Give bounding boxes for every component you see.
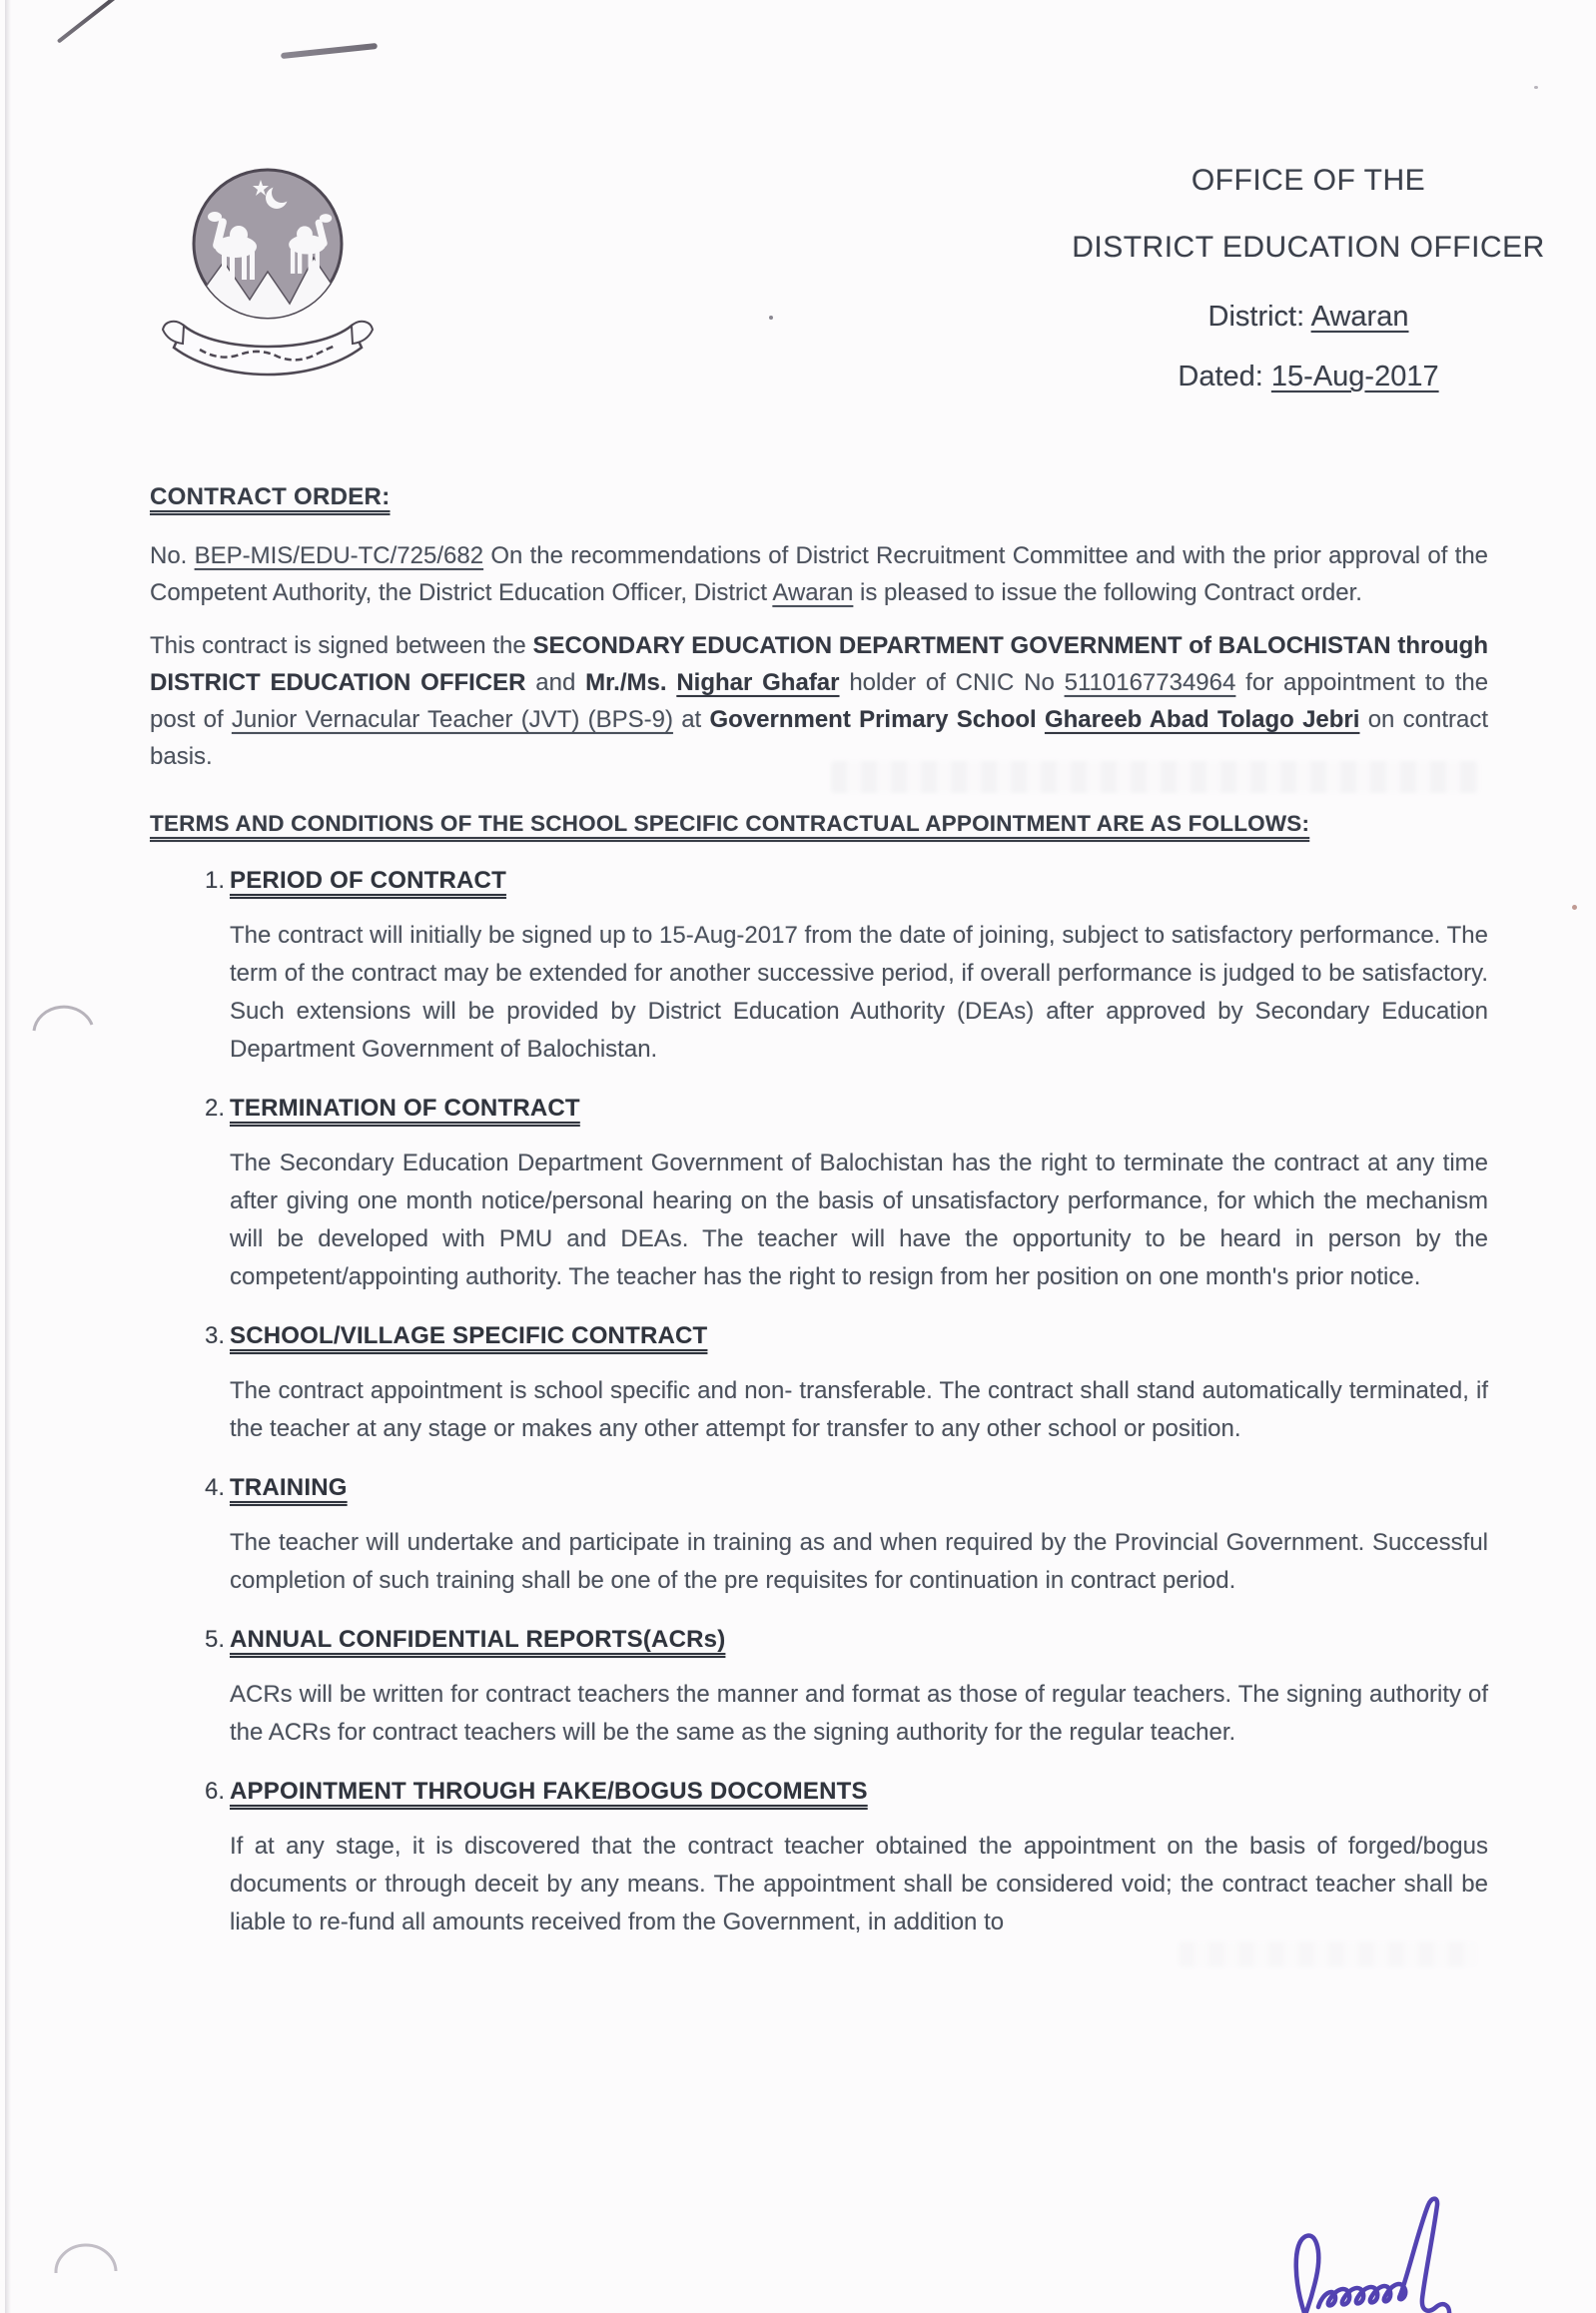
school-name: Ghareeb Abad Tolago Jebri <box>1044 706 1360 733</box>
term-body: If at any stage, it is discovered that the contract teacher obtained the appointment on the basis of forged/bogus documents or through deceit by any means. The appointment shall be considered void; the contract teacher shall be liable to re-fund all amounts received from the Government, in addition to <box>230 1833 1488 1935</box>
term-number: 5. <box>205 1626 226 1653</box>
term-body: ACRs will be written for contract teachers the manner and format as those of regular teachers. The signing authority of the ACRs for contract teachers will be the same as the signing authority for the regular teacher. <box>230 1681 1488 1746</box>
ref-lead: No. <box>150 542 188 569</box>
balochistan-emblem-logo <box>156 146 386 403</box>
term-number: 3. <box>205 1322 226 1349</box>
punch-hole-mark <box>52 2235 122 2281</box>
scan-speck <box>1534 86 1538 89</box>
punch-hole-mark <box>30 991 100 1037</box>
handwritten-signature-icon <box>1216 2183 1516 2313</box>
term-item <box>150 1626 1488 1752</box>
dated-label: Dated: <box>1178 361 1263 392</box>
paragraph-text: and <box>535 669 576 696</box>
term-number: 4. <box>205 1474 226 1501</box>
term-number: 2. <box>205 1095 226 1122</box>
appointment-paragraph <box>150 627 1488 775</box>
staple-mark <box>281 43 378 59</box>
office-title: DISTRICT EDUCATION OFFICER <box>1072 231 1545 264</box>
ink-bleed-ghost <box>1179 1941 1478 1967</box>
scan-edge-shadow <box>5 0 11 2313</box>
paragraph-text: holder of CNIC No <box>849 669 1055 696</box>
term-body: The Secondary Education Department Government of Balochistan has the right to terminate the contract at any time after giving one month notice/personal hearing on the basis of unsatisfactory performance, for which the mechanism will be developed with PMU and DEAs. The teacher will have the opportunity to be heard in person by the competent/appointing authority. The teacher has the right to resign from her position on one month's prior notice. <box>230 1150 1488 1290</box>
letterhead <box>1029 164 1588 393</box>
term-body: The contract will initially be signed up to 15-Aug-2017 from the date of joining, subject to satisfactory performance. The term of the contract may be extended for another successive period, if overall performance is judged to be satisfactory. Such extensions will be provided by District Education Authority (DEAs) after approved by Secondary Education Department Government of Balochistan. <box>230 922 1488 1063</box>
term-body: The teacher will undertake and participate in training as and when required by the Provincial Government. Successful completion of such training shall be one of the pre requisites for continuation in contract period. <box>230 1529 1488 1594</box>
contract-order-paragraph <box>150 537 1488 611</box>
contract-order-heading: CONTRACT ORDER: <box>150 483 391 510</box>
term-title: PERIOD OF CONTRACT <box>230 867 506 894</box>
term-title: SCHOOL/VILLAGE SPECIFIC CONTRACT <box>230 1322 708 1349</box>
cnic-number: 5110167734964 <box>1064 669 1236 696</box>
department-name: SECONDARY EDUCATION DEPARTMENT GOVERNMENT of BALOCHISTAN through DISTRICT EDUCATION OFFICER <box>150 632 1488 696</box>
paragraph-text: is pleased to issue the following Contract order. <box>860 579 1362 606</box>
scan-speck <box>769 316 773 320</box>
term-item <box>150 1474 1488 1600</box>
term-title: APPOINTMENT THROUGH FAKE/BOGUS DOCOMENTS <box>230 1778 868 1805</box>
office-line: OFFICE OF THE <box>1191 164 1426 197</box>
paragraph-text: at <box>681 706 702 733</box>
term-item <box>150 1778 1488 1941</box>
paragraph-text: This contract is signed between the <box>150 632 526 659</box>
paragraph-text: for appointment to the post of <box>150 669 1489 733</box>
post-title: Junior Vernacular Teacher (JVT) (BPS-9) <box>231 706 673 733</box>
paragraph-text: On the recommendations of District Recruitment Committee and with the prior approval of the Competent Authority, the District Education Officer, District <box>150 542 1489 606</box>
staple-mark <box>57 0 145 44</box>
district-line <box>1029 301 1588 334</box>
terms-heading: TERMS AND CONDITIONS OF THE SCHOOL SPECIFIC CONTRACTUAL APPOINTMENT ARE AS FOLLOWS: <box>150 811 1310 836</box>
term-item <box>150 867 1488 1069</box>
balochistan-emblem-icon <box>156 146 386 403</box>
dated-line <box>1029 361 1588 393</box>
term-number: 6. <box>205 1778 226 1805</box>
district-label: District: <box>1207 301 1305 333</box>
signature-block <box>1216 2183 1516 2313</box>
reference-number: BEP-MIS/EDU-TC/725/682 <box>194 542 484 569</box>
term-title: TRAINING <box>230 1474 348 1501</box>
school-type: Government Primary School <box>709 706 1037 733</box>
document-body <box>150 469 1488 1941</box>
district-value: Awaran <box>1310 301 1409 333</box>
teacher-name: Nighar Ghafar <box>676 669 840 696</box>
term-number: 1. <box>205 867 226 894</box>
term-item <box>150 1095 1488 1296</box>
scan-speck <box>1572 905 1577 910</box>
paragraph-text: on contract basis. <box>150 706 1489 770</box>
dated-value: 15-Aug-2017 <box>1270 361 1439 392</box>
salutation: Mr./Ms. <box>585 669 667 696</box>
term-title: TERMINATION OF CONTRACT <box>230 1095 580 1122</box>
district-name: Awaran <box>772 579 854 606</box>
term-item <box>150 1322 1488 1448</box>
term-body: The contract appointment is school specific and non- transferable. The contract shall stand automatically terminated, if the teacher at any stage or makes any other attempt for transfer to any other school or position. <box>230 1377 1488 1442</box>
term-title: ANNUAL CONFIDENTIAL REPORTS(ACRs) <box>230 1626 726 1653</box>
